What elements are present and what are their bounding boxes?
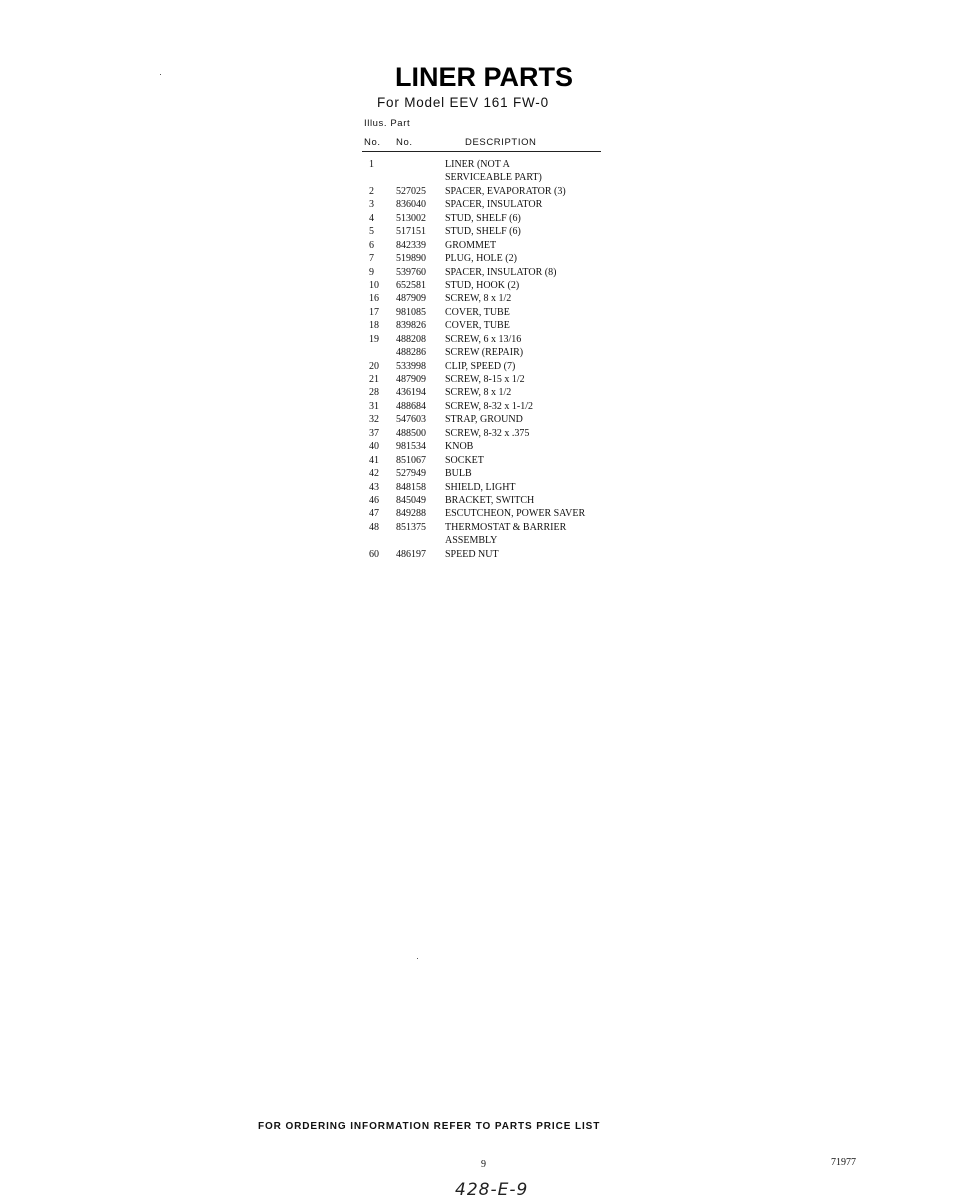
part-row (364, 507, 614, 520)
part-description: SPACER, INSULATOR (8) (445, 266, 557, 278)
part-number: 652581 (396, 279, 426, 291)
part-number: 436194 (396, 387, 426, 399)
part-number: 488208 (396, 333, 426, 345)
header-description: DESCRIPTION (465, 137, 537, 148)
part-description: ASSEMBLY (445, 535, 498, 547)
part-description: STRAP, GROUND (445, 414, 523, 426)
part-description: KNOB (445, 441, 474, 453)
header-illus-no: No. (364, 137, 381, 148)
illus-number: 47 (369, 508, 379, 520)
part-description: COVER, TUBE (445, 320, 510, 332)
header-part-no: No. (396, 137, 413, 148)
part-description: BRACKET, SWITCH (445, 494, 535, 506)
part-number: 981085 (396, 306, 426, 318)
part-description: SPEED NUT (445, 548, 499, 560)
part-description: SCREW (REPAIR) (445, 347, 524, 359)
illus-number: 43 (369, 481, 379, 493)
illus-number: 28 (369, 387, 379, 399)
illus-number: 60 (369, 548, 379, 560)
illus-number: 7 (369, 253, 374, 265)
part-number: 519890 (396, 253, 426, 265)
illus-number: 2 (369, 185, 374, 197)
part-row (364, 319, 614, 332)
part-row (364, 440, 614, 453)
part-number: 849288 (396, 508, 426, 520)
part-description: THERMOSTAT & BARRIER (445, 521, 567, 533)
part-number: 533998 (396, 360, 426, 372)
part-row (364, 266, 614, 279)
part-row (364, 306, 614, 319)
part-description: SCREW, 8 x 1/2 (445, 293, 512, 305)
part-description: SCREW, 8-32 x .375 (445, 427, 530, 439)
page-title: LINER PARTS (395, 62, 574, 92)
part-description: PLUG, HOLE (2) (445, 253, 517, 265)
part-number: 981534 (396, 441, 426, 453)
part-description: SOCKET (445, 454, 484, 466)
part-description: LINER (NOT A (445, 159, 510, 170)
part-number: 486197 (396, 548, 426, 560)
part-description: SPACER, INSULATOR (445, 199, 543, 211)
illus-number: 9 (369, 266, 374, 278)
part-row (364, 413, 614, 426)
part-description: STUD, SHELF (6) (445, 226, 521, 238)
part-number: 513002 (396, 212, 426, 224)
part-number: 547603 (396, 414, 426, 426)
header-rule (362, 151, 601, 152)
illus-number: 42 (369, 468, 379, 480)
part-row (364, 467, 614, 480)
ordering-footer: FOR ORDERING INFORMATION REFER TO PARTS PRICE LIST (258, 1121, 601, 1132)
illus-number: 10 (369, 279, 379, 291)
part-number: 527025 (396, 185, 426, 197)
parts-table (364, 158, 614, 561)
part-number: 517151 (396, 226, 426, 238)
part-number: 487909 (396, 374, 426, 385)
illus-number: 21 (369, 374, 379, 385)
part-row (364, 481, 614, 494)
part-row (364, 252, 614, 265)
part-row (364, 494, 614, 507)
part-description: COVER, TUBE (445, 306, 510, 318)
illus-number: 17 (369, 306, 379, 318)
illus-number: 31 (369, 400, 379, 412)
part-row (364, 521, 614, 534)
part-number: 836040 (396, 199, 426, 211)
part-description: GROMMET (445, 239, 497, 251)
part-row (364, 225, 614, 238)
illus-number: 46 (369, 494, 379, 506)
scan-speck (417, 958, 418, 959)
illus-number: 16 (369, 293, 379, 305)
model-subtitle: For Model EEV 161 FW-0 (377, 95, 549, 110)
illus-number: 19 (369, 333, 379, 345)
part-row (364, 279, 614, 292)
illus-number: 4 (369, 212, 374, 224)
part-description: STUD, SHELF (6) (445, 212, 521, 224)
part-number: 488500 (396, 427, 426, 439)
part-row (364, 454, 614, 467)
part-row (364, 548, 614, 561)
illus-number: 48 (369, 521, 379, 533)
part-number: 839826 (396, 320, 426, 332)
part-number: 539760 (396, 266, 426, 278)
part-description: ESCUTCHEON, POWER SAVER (445, 508, 586, 520)
part-number: 851067 (396, 454, 426, 466)
part-description: SHIELD, LIGHT (445, 481, 516, 493)
page-number: 9 (481, 1159, 486, 1170)
part-row (364, 171, 614, 184)
document-id: 71977 (831, 1157, 856, 1168)
part-row (364, 198, 614, 211)
part-description: SCREW, 6 x 13/16 (445, 333, 522, 345)
part-description: SCREW, 8 x 1/2 (445, 387, 512, 399)
part-row (364, 333, 614, 346)
part-row (364, 373, 614, 386)
part-number: 487909 (396, 293, 426, 305)
part-row (364, 427, 614, 440)
part-description: BULB (445, 468, 472, 480)
handwritten-note: 428-E-9 (455, 1180, 529, 1200)
part-description: SCREW, 8-15 x 1/2 (445, 374, 525, 385)
scan-speck (160, 74, 161, 75)
part-row (364, 534, 614, 547)
part-row (364, 239, 614, 252)
part-row (364, 292, 614, 305)
part-description: SCREW, 8-32 x 1-1/2 (445, 400, 533, 412)
part-number: 842339 (396, 239, 426, 251)
part-description: SERVICEABLE PART) (445, 172, 542, 184)
part-description: STUD, HOOK (2) (445, 279, 520, 291)
part-row (364, 400, 614, 413)
part-row (364, 386, 614, 399)
illus-number: 41 (369, 454, 379, 466)
part-number: 527949 (396, 468, 426, 480)
part-row (364, 158, 614, 171)
part-number: 848158 (396, 481, 426, 493)
part-number: 845049 (396, 494, 426, 506)
illus-number: 20 (369, 360, 379, 372)
part-description: SPACER, EVAPORATOR (3) (445, 185, 566, 197)
part-row (364, 185, 614, 198)
illus-number: 3 (369, 199, 374, 211)
illus-number: 1 (369, 159, 374, 170)
illus-number: 6 (369, 239, 374, 251)
part-number: 851375 (396, 521, 426, 533)
illus-number: 5 (369, 226, 374, 238)
illus-number: 32 (369, 414, 379, 426)
illus-number: 40 (369, 441, 379, 453)
part-description: CLIP, SPEED (7) (445, 360, 516, 372)
illus-number: 18 (369, 320, 379, 332)
column-header-line1: Illus. Part (364, 118, 411, 129)
part-row (364, 212, 614, 225)
illus-number: 37 (369, 427, 379, 439)
part-number: 488684 (396, 400, 426, 412)
part-row (364, 346, 614, 359)
part-row (364, 360, 614, 373)
part-number: 488286 (396, 347, 426, 359)
